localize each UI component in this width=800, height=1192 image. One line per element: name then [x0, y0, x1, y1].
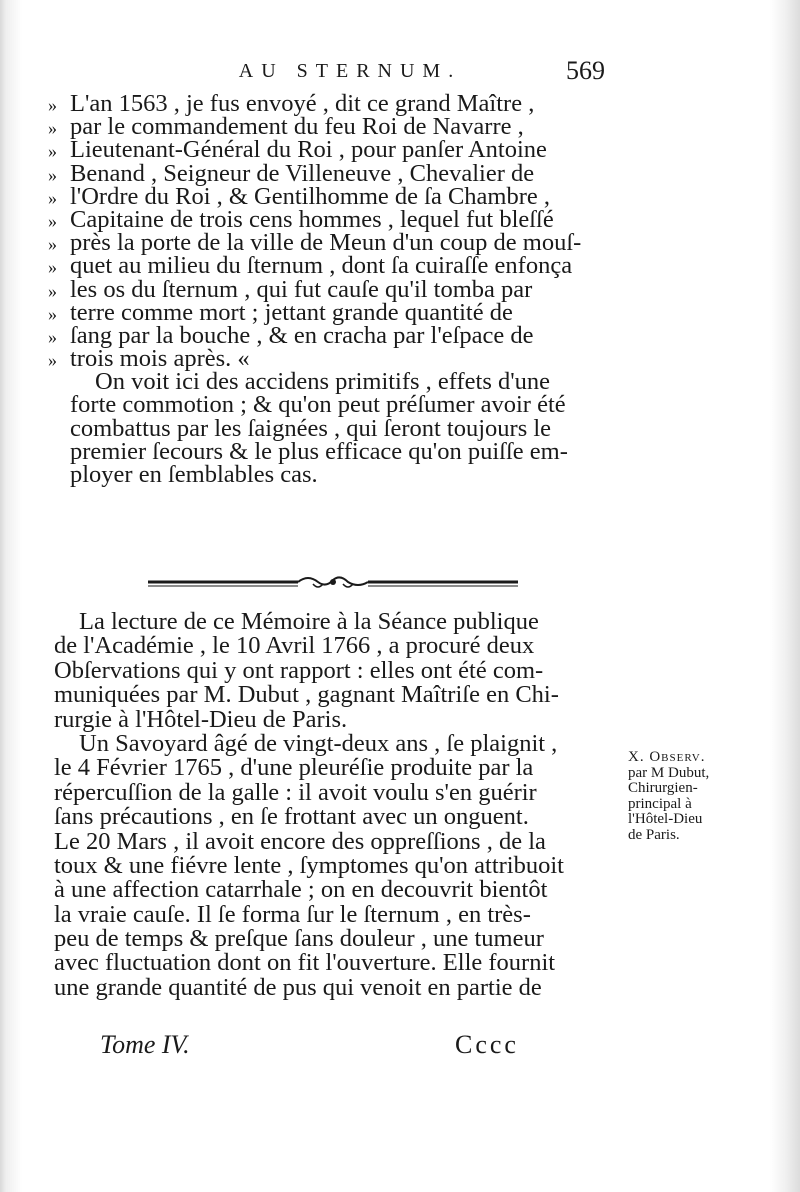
line-text: premier ſecours & le plus efficace qu'on puiſſe em- — [70, 437, 568, 465]
ornament-rule-icon — [148, 570, 518, 594]
text-line — [48, 159, 618, 187]
text-line — [48, 136, 618, 164]
line-text: Le 20 Mars , il avoit encore des oppreſſions , de la — [54, 827, 546, 855]
line-text: Capitaine de trois cens hommes , lequel fut bleſſé — [70, 205, 554, 233]
text-line — [48, 205, 618, 233]
line-text: l'Ordre du Roi , & Gentilhomme de ſa Chambre , — [70, 182, 551, 210]
page-footer — [0, 1030, 800, 1070]
text-line — [48, 321, 618, 349]
text-line — [48, 368, 618, 396]
text-line — [48, 252, 618, 280]
line-text: combattus par les ſaignées , qui ſeront toujours le — [70, 414, 552, 442]
line-text: La lecture de ce Mémoire à la Séance publique — [79, 608, 539, 635]
line-text: Un Savoyard âgé de vingt-deux ans , ſe plaignit , — [79, 729, 558, 757]
text-line — [54, 900, 624, 928]
margin-note-title: X. Observ. — [628, 749, 706, 765]
body-text-top — [48, 92, 618, 486]
line-text: On voit ici des accidens primitifs , effets d'une — [95, 368, 551, 396]
text-line — [54, 827, 624, 855]
line-text: le 4 Février 1765 , d'une pleuréſie produite par la — [54, 754, 534, 782]
quote-mark: » — [48, 280, 57, 301]
margin-note-line: de Paris. — [628, 826, 680, 843]
text-line — [54, 756, 624, 780]
text-line — [54, 851, 624, 879]
line-text: la vraie cauſe. Il ſe forma ſur le ſternum , en très- — [54, 900, 531, 928]
text-line — [48, 345, 618, 373]
text-line — [48, 113, 618, 141]
text-line — [48, 437, 618, 465]
line-text: peu de temps & preſque ſans douleur , une tumeur — [54, 925, 544, 953]
line-text: muniquées par M. Dubut , gagnant Maîtriſe en Chi- — [54, 681, 559, 709]
line-text: forte commotion ; & qu'on peut préſumer avoir été — [70, 391, 566, 419]
line-text: à une affection catarrhale ; on en decouvrit bientôt — [54, 876, 548, 904]
line-text: avec fluctuation dont on fit l'ouverture. Elle fournit — [54, 949, 556, 977]
margin-note-line: Chirurgien- — [628, 780, 698, 796]
line-text: terre comme mort ; jettant grande quantité de — [70, 298, 513, 326]
signature-mark: Cccc — [455, 1030, 519, 1059]
text-line — [54, 878, 624, 902]
line-text: Obſervations qui y ont rapport : elles ont été com- — [54, 656, 544, 684]
line-text: par le commandement du feu Roi de Navarre , — [70, 113, 524, 141]
text-line — [54, 927, 624, 951]
text-line — [54, 973, 624, 1001]
line-text: toux & une fiévre lente , ſymptomes qu'on attribuoit — [54, 851, 564, 879]
quote-mark: » — [48, 234, 57, 255]
text-line — [54, 951, 624, 975]
text-line — [48, 414, 618, 442]
quote-mark: » — [48, 210, 57, 231]
margin-note — [628, 750, 768, 843]
body-text-bottom — [54, 610, 624, 1000]
margin-note-line: principal à — [628, 795, 692, 812]
text-line — [48, 463, 618, 486]
line-text: quet au milieu du ſternum , dont ſa cuiraſſe enfonça — [70, 252, 573, 280]
text-line — [54, 683, 624, 707]
text-line — [48, 182, 618, 210]
running-title: AU STERNUM. — [238, 60, 462, 82]
text-line — [54, 778, 624, 806]
text-line — [48, 391, 618, 419]
line-text: Benand , Seigneur de Villeneuve , Chevalier de — [70, 159, 535, 187]
line-text: près la porte de la ville de Meun d'un coup de mouſ- — [70, 229, 582, 257]
line-text: de l'Académie , le 10 Avril 1766 , a procuré deux — [54, 632, 535, 660]
text-line — [48, 298, 618, 326]
line-text: Lieutenant-Général du Roi , pour panſer Antoine — [70, 136, 547, 164]
text-line — [48, 92, 618, 115]
line-text: une grande quantité de pus qui venoit en partie de — [54, 973, 542, 1001]
line-text: ſans précautions , en ſe frottant avec un onguent. — [54, 803, 529, 831]
text-line — [54, 656, 624, 684]
quote-mark: » — [48, 326, 57, 347]
line-text: rurgie à l'Hôtel-Dieu de Paris. — [54, 705, 348, 733]
quote-mark: » — [48, 164, 57, 185]
text-line — [54, 705, 624, 733]
text-line — [48, 275, 618, 303]
text-line — [48, 229, 618, 257]
quote-mark: » — [48, 187, 57, 208]
line-text: répercuſſion de la galle : il avoit voulu s'en guérir — [54, 778, 537, 806]
section-ornament — [148, 570, 518, 594]
quote-mark: » — [48, 257, 57, 278]
line-text: ſang par la bouche , & en cracha par l'eſpace de — [70, 321, 534, 349]
text-line — [54, 610, 624, 634]
line-text: ployer en ſemblables cas. — [70, 461, 318, 488]
margin-note-line: par M Dubut, — [628, 764, 710, 781]
line-text: L'an 1563 , je fus envoyé , dit ce grand Maître , — [70, 90, 535, 117]
margin-note-line: l'Hôtel-Dieu — [628, 811, 703, 827]
page-number: 569 — [566, 56, 605, 85]
quote-mark: » — [48, 118, 57, 139]
text-line — [54, 805, 624, 829]
line-text: trois mois après. « — [70, 345, 250, 373]
quote-mark: » — [48, 95, 57, 115]
line-text: les os du ſternum , qui fut cauſe qu'il tomba par — [70, 275, 533, 303]
quote-mark: » — [48, 141, 57, 162]
quote-mark: » — [48, 350, 57, 371]
text-line — [54, 729, 624, 757]
text-line — [54, 634, 624, 658]
volume-label: Tome IV. — [100, 1030, 190, 1059]
quote-mark: » — [48, 303, 57, 324]
